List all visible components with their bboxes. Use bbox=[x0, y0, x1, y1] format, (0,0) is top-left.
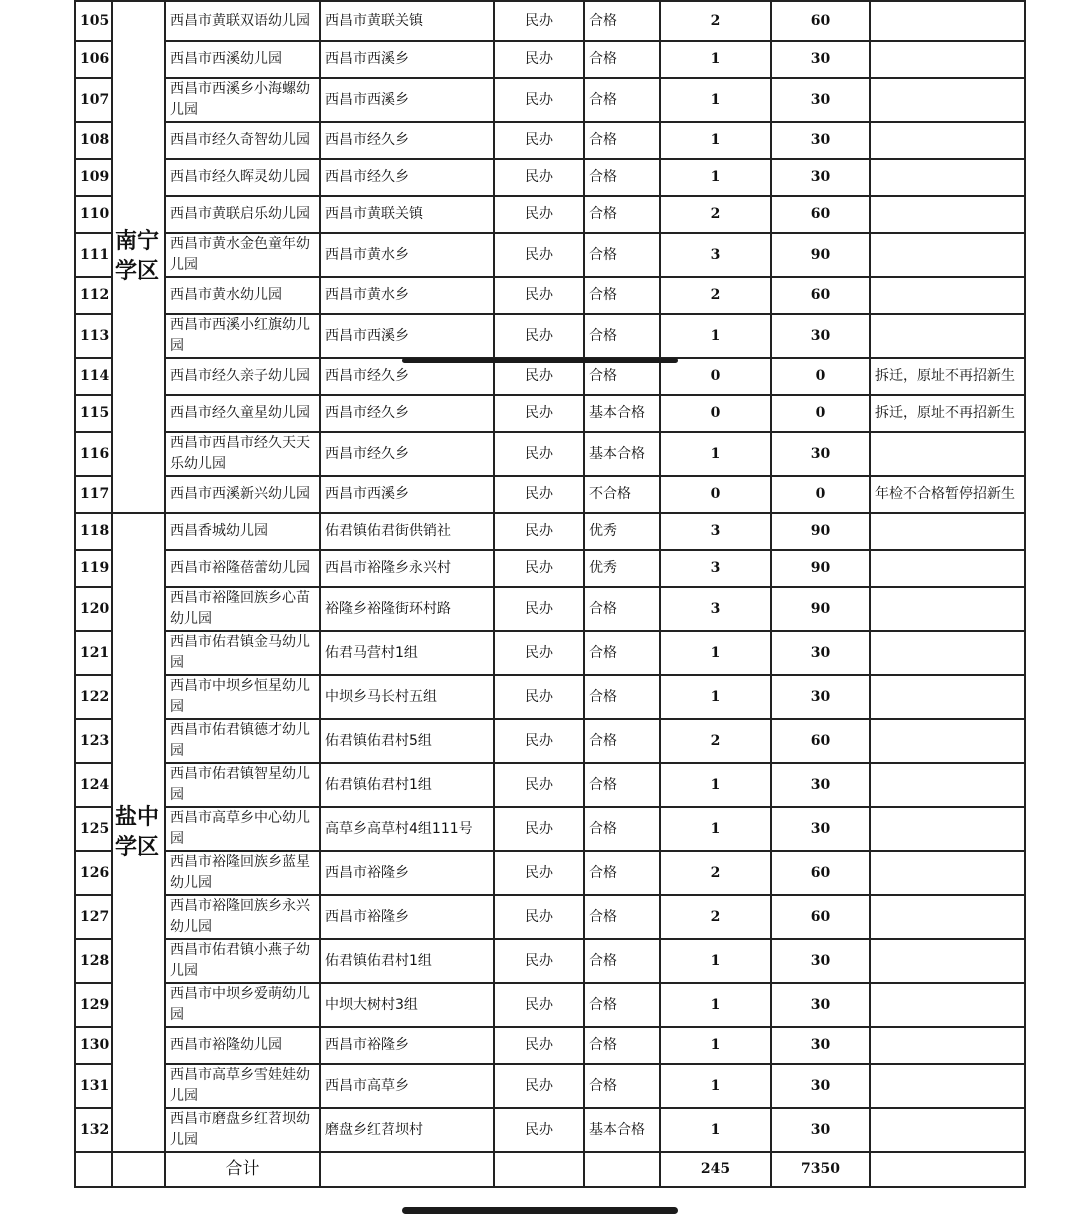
remark bbox=[870, 1064, 1025, 1108]
remark: 拆迁，原址不再招新生 bbox=[870, 358, 1025, 395]
table-row bbox=[75, 233, 1025, 277]
kindergarten-address: 西昌市裕隆乡 bbox=[320, 1027, 494, 1064]
total-empty-cell bbox=[494, 1152, 584, 1187]
remark bbox=[870, 1108, 1025, 1152]
kindergarten-address: 西昌市西溪乡 bbox=[320, 476, 494, 513]
ownership-type: 民办 bbox=[494, 196, 584, 233]
remark bbox=[870, 851, 1025, 895]
kindergarten-name: 西昌市西溪幼儿园 bbox=[165, 41, 320, 78]
kindergarten-address: 西昌市西溪乡 bbox=[320, 41, 494, 78]
inspection-grade: 合格 bbox=[584, 314, 660, 358]
table-row bbox=[75, 807, 1025, 851]
inspection-grade: 合格 bbox=[584, 851, 660, 895]
inspection-grade: 合格 bbox=[584, 631, 660, 675]
row-number: 109 bbox=[75, 159, 112, 196]
table-row bbox=[75, 1, 1025, 41]
class-count: 3 bbox=[660, 587, 771, 631]
remark bbox=[870, 983, 1025, 1027]
kindergarten-address: 佑君镇佑君街供销社 bbox=[320, 513, 494, 550]
ownership-type: 民办 bbox=[494, 432, 584, 476]
row-number: 122 bbox=[75, 675, 112, 719]
remark bbox=[870, 631, 1025, 675]
kindergarten-name: 西昌市经久奇智幼儿园 bbox=[165, 122, 320, 159]
kindergarten-address: 西昌市黄联关镇 bbox=[320, 1, 494, 41]
remark bbox=[870, 159, 1025, 196]
remark bbox=[870, 41, 1025, 78]
class-count: 1 bbox=[660, 1064, 771, 1108]
table-row bbox=[75, 78, 1025, 122]
row-number: 111 bbox=[75, 233, 112, 277]
total-empty-cell bbox=[870, 1152, 1025, 1187]
overlay-bar bbox=[402, 358, 678, 363]
school-zone-label: 南宁学区 bbox=[112, 1, 165, 513]
total-empty-cell bbox=[112, 1152, 165, 1187]
enrollment-count: 30 bbox=[771, 763, 870, 807]
kindergarten-name: 西昌市高草乡雪娃娃幼儿园 bbox=[165, 1064, 320, 1108]
kindergarten-name: 西昌香城幼儿园 bbox=[165, 513, 320, 550]
table-row bbox=[75, 122, 1025, 159]
kindergarten-address: 西昌市裕隆乡 bbox=[320, 895, 494, 939]
total-class-count: 245 bbox=[660, 1152, 771, 1187]
enrollment-count: 90 bbox=[771, 550, 870, 587]
class-count: 1 bbox=[660, 1108, 771, 1152]
class-count: 1 bbox=[660, 1027, 771, 1064]
row-number: 129 bbox=[75, 983, 112, 1027]
inspection-grade: 合格 bbox=[584, 1064, 660, 1108]
kindergarten-address: 西昌市裕隆乡 bbox=[320, 851, 494, 895]
ownership-type: 民办 bbox=[494, 122, 584, 159]
kindergarten-address: 西昌市经久乡 bbox=[320, 432, 494, 476]
table-row bbox=[75, 277, 1025, 314]
enrollment-count: 60 bbox=[771, 895, 870, 939]
remark bbox=[870, 1027, 1025, 1064]
kindergarten-name: 西昌市磨盘乡红苕坝幼儿园 bbox=[165, 1108, 320, 1152]
kindergarten-address: 西昌市高草乡 bbox=[320, 1064, 494, 1108]
enrollment-count: 30 bbox=[771, 41, 870, 78]
inspection-grade: 基本合格 bbox=[584, 395, 660, 432]
remark bbox=[870, 513, 1025, 550]
class-count: 2 bbox=[660, 719, 771, 763]
enrollment-count: 30 bbox=[771, 807, 870, 851]
kindergarten-address: 西昌市黄水乡 bbox=[320, 277, 494, 314]
enrollment-count: 30 bbox=[771, 122, 870, 159]
home-indicator[interactable] bbox=[402, 1207, 678, 1214]
row-number: 119 bbox=[75, 550, 112, 587]
kindergarten-name: 西昌市裕隆蓓蕾幼儿园 bbox=[165, 550, 320, 587]
inspection-grade: 基本合格 bbox=[584, 432, 660, 476]
kindergarten-address: 佑君镇佑君村1组 bbox=[320, 763, 494, 807]
table-body bbox=[75, 1, 1025, 1187]
enrollment-count: 30 bbox=[771, 314, 870, 358]
table-row bbox=[75, 763, 1025, 807]
enrollment-count: 30 bbox=[771, 1027, 870, 1064]
inspection-grade: 合格 bbox=[584, 78, 660, 122]
ownership-type: 民办 bbox=[494, 395, 584, 432]
ownership-type: 民办 bbox=[494, 358, 584, 395]
remark: 年检不合格暂停招新生 bbox=[870, 476, 1025, 513]
school-zone-label: 盐中学区 bbox=[112, 513, 165, 1152]
ownership-type: 民办 bbox=[494, 41, 584, 78]
kindergarten-name: 西昌市经久童星幼儿园 bbox=[165, 395, 320, 432]
table-row bbox=[75, 196, 1025, 233]
remark bbox=[870, 314, 1025, 358]
class-count: 3 bbox=[660, 513, 771, 550]
kindergarten-address: 磨盘乡红苕坝村 bbox=[320, 1108, 494, 1152]
table-row bbox=[75, 476, 1025, 513]
row-number: 110 bbox=[75, 196, 112, 233]
remark bbox=[870, 432, 1025, 476]
enrollment-count: 30 bbox=[771, 159, 870, 196]
row-number: 106 bbox=[75, 41, 112, 78]
kindergarten-name: 西昌市高草乡中心幼儿园 bbox=[165, 807, 320, 851]
remark bbox=[870, 196, 1025, 233]
ownership-type: 民办 bbox=[494, 1, 584, 41]
kindergarten-name: 西昌市黄水金色童年幼儿园 bbox=[165, 233, 320, 277]
inspection-grade: 合格 bbox=[584, 939, 660, 983]
ownership-type: 民办 bbox=[494, 314, 584, 358]
remark: 拆迁，原址不再招新生 bbox=[870, 395, 1025, 432]
enrollment-count: 60 bbox=[771, 196, 870, 233]
kindergarten-name: 西昌市黄水幼儿园 bbox=[165, 277, 320, 314]
kindergarten-name: 西昌市经久亲子幼儿园 bbox=[165, 358, 320, 395]
ownership-type: 民办 bbox=[494, 983, 584, 1027]
enrollment-count: 90 bbox=[771, 513, 870, 550]
enrollment-count: 90 bbox=[771, 587, 870, 631]
enrollment-count: 30 bbox=[771, 1108, 870, 1152]
kindergarten-address: 佑君镇佑君村1组 bbox=[320, 939, 494, 983]
row-number: 130 bbox=[75, 1027, 112, 1064]
inspection-grade: 合格 bbox=[584, 159, 660, 196]
enrollment-count: 90 bbox=[771, 233, 870, 277]
table-row bbox=[75, 1064, 1025, 1108]
kindergarten-address: 西昌市经久乡 bbox=[320, 159, 494, 196]
class-count: 2 bbox=[660, 895, 771, 939]
ownership-type: 民办 bbox=[494, 587, 584, 631]
ownership-type: 民办 bbox=[494, 763, 584, 807]
kindergarten-name: 西昌市裕隆幼儿园 bbox=[165, 1027, 320, 1064]
inspection-grade: 合格 bbox=[584, 1027, 660, 1064]
kindergarten-address: 西昌市黄联关镇 bbox=[320, 196, 494, 233]
ownership-type: 民办 bbox=[494, 159, 584, 196]
class-count: 1 bbox=[660, 432, 771, 476]
class-count: 1 bbox=[660, 41, 771, 78]
table-row bbox=[75, 314, 1025, 358]
kindergarten-address: 佑君镇佑君村5组 bbox=[320, 719, 494, 763]
kindergarten-name: 西昌市中坝乡爱萌幼儿园 bbox=[165, 983, 320, 1027]
inspection-grade: 优秀 bbox=[584, 550, 660, 587]
kindergarten-address: 中坝大树村3组 bbox=[320, 983, 494, 1027]
class-count: 1 bbox=[660, 939, 771, 983]
kindergarten-name: 西昌市裕隆回族乡心苗幼儿园 bbox=[165, 587, 320, 631]
inspection-grade: 合格 bbox=[584, 41, 660, 78]
ownership-type: 民办 bbox=[494, 78, 584, 122]
class-count: 0 bbox=[660, 395, 771, 432]
table-row bbox=[75, 895, 1025, 939]
row-number: 108 bbox=[75, 122, 112, 159]
ownership-type: 民办 bbox=[494, 233, 584, 277]
kindergarten-name: 西昌市佑君镇金马幼儿园 bbox=[165, 631, 320, 675]
table-row bbox=[75, 513, 1025, 550]
table-row bbox=[75, 983, 1025, 1027]
row-number: 132 bbox=[75, 1108, 112, 1152]
row-number: 120 bbox=[75, 587, 112, 631]
kindergarten-name: 西昌市西溪乡小海螺幼儿园 bbox=[165, 78, 320, 122]
row-number: 107 bbox=[75, 78, 112, 122]
remark bbox=[870, 675, 1025, 719]
enrollment-count: 60 bbox=[771, 719, 870, 763]
kindergarten-name: 西昌市黄联启乐幼儿园 bbox=[165, 196, 320, 233]
enrollment-count: 0 bbox=[771, 395, 870, 432]
total-row bbox=[75, 1152, 1025, 1187]
table-row bbox=[75, 719, 1025, 763]
kindergarten-address: 西昌市西溪乡 bbox=[320, 314, 494, 358]
enrollment-count: 30 bbox=[771, 78, 870, 122]
total-label: 合计 bbox=[165, 1152, 320, 1187]
class-count: 1 bbox=[660, 631, 771, 675]
inspection-grade: 合格 bbox=[584, 277, 660, 314]
remark bbox=[870, 233, 1025, 277]
class-count: 1 bbox=[660, 675, 771, 719]
kindergarten-name: 西昌市西昌市经久天天乐幼儿园 bbox=[165, 432, 320, 476]
ownership-type: 民办 bbox=[494, 476, 584, 513]
kindergarten-address: 高草乡高草村4组111号 bbox=[320, 807, 494, 851]
table-row bbox=[75, 1108, 1025, 1152]
kindergarten-address: 裕隆乡裕隆街环村路 bbox=[320, 587, 494, 631]
ownership-type: 民办 bbox=[494, 1027, 584, 1064]
ownership-type: 民办 bbox=[494, 851, 584, 895]
remark bbox=[870, 122, 1025, 159]
kindergarten-address: 佑君马营村1组 bbox=[320, 631, 494, 675]
class-count: 2 bbox=[660, 1, 771, 41]
inspection-grade: 优秀 bbox=[584, 513, 660, 550]
row-number: 117 bbox=[75, 476, 112, 513]
enrollment-count: 30 bbox=[771, 675, 870, 719]
inspection-grade: 合格 bbox=[584, 1, 660, 41]
table-row bbox=[75, 1027, 1025, 1064]
remark bbox=[870, 895, 1025, 939]
ownership-type: 民办 bbox=[494, 550, 584, 587]
kindergarten-table-sheet bbox=[74, 0, 1024, 1188]
kindergarten-address: 西昌市经久乡 bbox=[320, 358, 494, 395]
inspection-grade: 合格 bbox=[584, 895, 660, 939]
ownership-type: 民办 bbox=[494, 719, 584, 763]
total-empty-cell bbox=[320, 1152, 494, 1187]
inspection-grade: 基本合格 bbox=[584, 1108, 660, 1152]
table-row bbox=[75, 395, 1025, 432]
row-number: 113 bbox=[75, 314, 112, 358]
inspection-grade: 合格 bbox=[584, 587, 660, 631]
ownership-type: 民办 bbox=[494, 1064, 584, 1108]
kindergarten-address: 西昌市裕隆乡永兴村 bbox=[320, 550, 494, 587]
ownership-type: 民办 bbox=[494, 277, 584, 314]
kindergarten-name: 西昌市佑君镇小燕子幼儿园 bbox=[165, 939, 320, 983]
inspection-grade: 合格 bbox=[584, 358, 660, 395]
row-number: 124 bbox=[75, 763, 112, 807]
row-number: 114 bbox=[75, 358, 112, 395]
inspection-grade: 合格 bbox=[584, 122, 660, 159]
kindergarten-name: 西昌市黄联双语幼儿园 bbox=[165, 1, 320, 41]
inspection-grade: 合格 bbox=[584, 675, 660, 719]
kindergarten-name: 西昌市西溪新兴幼儿园 bbox=[165, 476, 320, 513]
class-count: 2 bbox=[660, 277, 771, 314]
class-count: 1 bbox=[660, 122, 771, 159]
kindergarten-name: 西昌市西溪小红旗幼儿园 bbox=[165, 314, 320, 358]
remark bbox=[870, 807, 1025, 851]
remark bbox=[870, 763, 1025, 807]
remark bbox=[870, 78, 1025, 122]
ownership-type: 民办 bbox=[494, 1108, 584, 1152]
remark bbox=[870, 1, 1025, 41]
table-row bbox=[75, 851, 1025, 895]
row-number: 128 bbox=[75, 939, 112, 983]
class-count: 1 bbox=[660, 159, 771, 196]
row-number: 116 bbox=[75, 432, 112, 476]
row-number: 127 bbox=[75, 895, 112, 939]
ownership-type: 民办 bbox=[494, 631, 584, 675]
class-count: 1 bbox=[660, 763, 771, 807]
kindergarten-name: 西昌市经久晖灵幼儿园 bbox=[165, 159, 320, 196]
kindergarten-name: 西昌市佑君镇德才幼儿园 bbox=[165, 719, 320, 763]
kindergarten-name: 西昌市裕隆回族乡蓝星幼儿园 bbox=[165, 851, 320, 895]
enrollment-count: 30 bbox=[771, 983, 870, 1027]
kindergarten-name: 西昌市佑君镇智星幼儿园 bbox=[165, 763, 320, 807]
kindergarten-name: 西昌市裕隆回族乡永兴幼儿园 bbox=[165, 895, 320, 939]
kindergarten-address: 西昌市经久乡 bbox=[320, 122, 494, 159]
row-number: 118 bbox=[75, 513, 112, 550]
enrollment-count: 60 bbox=[771, 1, 870, 41]
remark bbox=[870, 277, 1025, 314]
class-count: 0 bbox=[660, 476, 771, 513]
row-number: 126 bbox=[75, 851, 112, 895]
ownership-type: 民办 bbox=[494, 807, 584, 851]
row-number: 105 bbox=[75, 1, 112, 41]
kindergarten-address: 西昌市经久乡 bbox=[320, 395, 494, 432]
class-count: 3 bbox=[660, 233, 771, 277]
ownership-type: 民办 bbox=[494, 895, 584, 939]
table-row bbox=[75, 631, 1025, 675]
inspection-grade: 合格 bbox=[584, 196, 660, 233]
row-number: 112 bbox=[75, 277, 112, 314]
inspection-grade: 合格 bbox=[584, 763, 660, 807]
kindergarten-address: 西昌市黄水乡 bbox=[320, 233, 494, 277]
enrollment-count: 30 bbox=[771, 631, 870, 675]
table-row bbox=[75, 41, 1025, 78]
class-count: 1 bbox=[660, 314, 771, 358]
enrollment-count: 0 bbox=[771, 358, 870, 395]
kindergarten-address: 西昌市西溪乡 bbox=[320, 78, 494, 122]
total-empty-cell bbox=[75, 1152, 112, 1187]
class-count: 3 bbox=[660, 550, 771, 587]
table-row bbox=[75, 939, 1025, 983]
enrollment-count: 0 bbox=[771, 476, 870, 513]
row-number: 131 bbox=[75, 1064, 112, 1108]
inspection-grade: 合格 bbox=[584, 983, 660, 1027]
enrollment-count: 30 bbox=[771, 939, 870, 983]
enrollment-count: 60 bbox=[771, 277, 870, 314]
remark bbox=[870, 939, 1025, 983]
total-enrollment-count: 7350 bbox=[771, 1152, 870, 1187]
class-count: 0 bbox=[660, 358, 771, 395]
enrollment-count: 30 bbox=[771, 432, 870, 476]
table-row bbox=[75, 587, 1025, 631]
table-row bbox=[75, 159, 1025, 196]
class-count: 1 bbox=[660, 807, 771, 851]
ownership-type: 民办 bbox=[494, 513, 584, 550]
kindergarten-table bbox=[74, 0, 1026, 1188]
class-count: 2 bbox=[660, 196, 771, 233]
total-empty-cell bbox=[584, 1152, 660, 1187]
table-row bbox=[75, 550, 1025, 587]
kindergarten-name: 西昌市中坝乡恒星幼儿园 bbox=[165, 675, 320, 719]
class-count: 1 bbox=[660, 78, 771, 122]
kindergarten-address: 中坝乡马长村五组 bbox=[320, 675, 494, 719]
class-count: 1 bbox=[660, 983, 771, 1027]
remark bbox=[870, 550, 1025, 587]
inspection-grade: 合格 bbox=[584, 719, 660, 763]
ownership-type: 民办 bbox=[494, 675, 584, 719]
remark bbox=[870, 587, 1025, 631]
row-number: 125 bbox=[75, 807, 112, 851]
row-number: 115 bbox=[75, 395, 112, 432]
inspection-grade: 合格 bbox=[584, 807, 660, 851]
class-count: 2 bbox=[660, 851, 771, 895]
row-number: 123 bbox=[75, 719, 112, 763]
enrollment-count: 30 bbox=[771, 1064, 870, 1108]
enrollment-count: 60 bbox=[771, 851, 870, 895]
inspection-grade: 合格 bbox=[584, 233, 660, 277]
ownership-type: 民办 bbox=[494, 939, 584, 983]
table-row bbox=[75, 675, 1025, 719]
inspection-grade: 不合格 bbox=[584, 476, 660, 513]
row-number: 121 bbox=[75, 631, 112, 675]
table-row bbox=[75, 358, 1025, 395]
table-row bbox=[75, 432, 1025, 476]
remark bbox=[870, 719, 1025, 763]
